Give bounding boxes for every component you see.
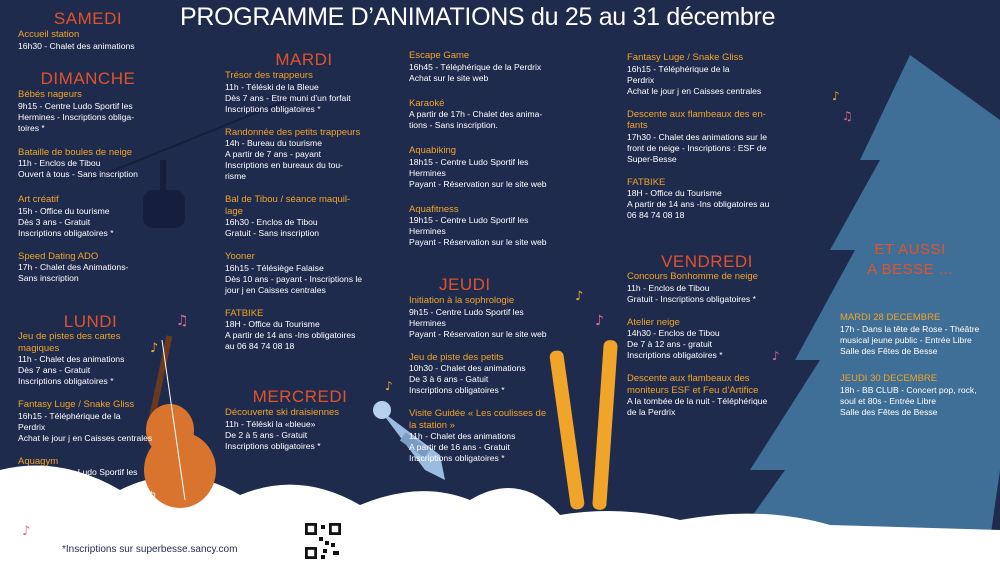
event-title: Escape Game [409, 50, 470, 61]
event-item [627, 52, 787, 97]
event-line: 9h15 - Centre Ludo Sportif les [409, 306, 524, 317]
event-line: Achat le jour j en Caisses centrales [18, 432, 153, 443]
event-line: De 3 à 6 ans - Gatuit [409, 374, 489, 384]
event-line: jour j en Caisses centrales [225, 284, 326, 295]
event-line: De 7 à 12 ans - gratuit [627, 339, 713, 349]
event-line: Dès 7 ans - Etre muni d’un forfait [225, 92, 351, 103]
day-heading: SAMEDI [53, 9, 123, 28]
event-title: Fantasy Luge / Snake Gliss [18, 399, 135, 410]
event-line: 19h15 - Centre Ludo Sportif les [409, 215, 529, 225]
event-line: Salle des Fêtes de Besse [840, 345, 938, 356]
event-line: A partir de 16 ans - Gratuit [409, 442, 510, 452]
event-line: Perdrix [18, 421, 46, 432]
event-title: Art créatif [18, 194, 59, 205]
event-line: 10h30 - Chalet des animations [409, 363, 526, 373]
page-title: PROGRAMME D’ANIMATIONS du 25 au 31 décembre [180, 3, 776, 31]
event-line: 9h15 - Centre Ludo Sportif les [18, 100, 133, 111]
event-title: Aquabiking [409, 145, 457, 156]
day-block-vendredi [627, 252, 787, 426]
event-title: MARDI 28 DECEMBRE [840, 312, 941, 323]
event-line: A partir de 7 ans - payant [225, 149, 322, 159]
event-title: Concours Bonhomme de neige [627, 271, 758, 282]
event-line: Gratuit - Sans inscription [225, 228, 320, 238]
svg-text:♪: ♪ [772, 349, 780, 363]
day-block-jeudi [409, 275, 559, 472]
event-item [18, 29, 158, 52]
event-item [225, 127, 375, 183]
event-item [627, 317, 787, 362]
event-line: 16h15 - Téléphérique de la [18, 410, 121, 421]
event-line: 11h - Téléski la «bleue» [225, 418, 316, 429]
footer-note: *Inscriptions sur superbesse.sancy.com [62, 544, 238, 555]
event-title: FATBIKE [225, 307, 264, 319]
aussi-event [840, 373, 990, 418]
event-title: Aquagym [18, 455, 59, 467]
event-title: Accueil station [18, 29, 80, 40]
event-title: Atelier neige [627, 316, 680, 328]
event-line: 17h30 - Chalet des animations sur le [627, 131, 767, 142]
event-line: de la Perdrix [627, 407, 676, 417]
event-line: 14h30 - Enclos de Tibou [627, 328, 720, 338]
event-item [627, 271, 787, 305]
event-item [225, 308, 375, 353]
svg-text:♪: ♪ [595, 313, 604, 329]
event-line: 16h30 - Chalet des animations [18, 40, 135, 51]
event-item [409, 98, 559, 132]
event-line: 16h15 - Téléphérique de la [627, 63, 730, 74]
day-block-mercredi [225, 387, 375, 460]
event-line: Inscriptions obligatoires * [18, 227, 114, 238]
event-title: Bataille de boules de neige [18, 146, 133, 158]
event-title: Speed Dating ADO [18, 250, 99, 262]
event-line: 11h - Chalet des animations [18, 354, 125, 364]
event-item [18, 251, 158, 285]
event-title: Aquafitness [409, 203, 459, 215]
aussi-event [840, 312, 990, 357]
svg-text:♪: ♪ [575, 289, 584, 304]
event-line: Hermines - Inscriptions obliga- [18, 111, 135, 122]
svg-text:♫: ♫ [176, 313, 189, 329]
event-line: 19h15 - Centre Ludo Sportif les [18, 467, 138, 477]
svg-text:♪: ♪ [22, 524, 31, 539]
aussi-heading [860, 240, 960, 280]
event-title: Descente aux flambeaux des moniteurs ESF et Feu d’Artifice [627, 373, 759, 396]
event-title: Karaoké [409, 97, 445, 109]
event-line: A partir de 14 ans -Ins obligatoires au [627, 199, 770, 209]
svg-text:♫: ♫ [842, 109, 853, 123]
event-title: Découverte ski draisiennes [225, 407, 340, 418]
event-line: Achat le jour j en Caisses centrales [627, 85, 762, 96]
event-line: Hermines [409, 167, 446, 178]
event-item [18, 194, 158, 239]
day-block-samedi [18, 9, 158, 60]
event-line: Hermines [409, 226, 446, 236]
event-line: 18H - Office du Tourisme [627, 188, 722, 198]
event-line: Hermines [18, 478, 55, 488]
event-line: tions - Sans inscription. [409, 120, 498, 130]
event-line: risme [225, 171, 247, 181]
event-item [225, 194, 375, 239]
event-title: Trésor des trappeurs [225, 70, 313, 81]
event-item [18, 147, 158, 181]
event-line: toires * [18, 122, 45, 133]
event-title: Yooner [225, 251, 255, 262]
day-block-mardi [225, 50, 375, 360]
event-line: Inscriptions obligatoires * [627, 350, 723, 360]
event-item [225, 70, 375, 115]
event-line: 11h - Chalet des animations [409, 431, 516, 441]
event-title: Jeu de piste des petits [409, 351, 504, 363]
day-block-mercredi-cont [409, 50, 559, 256]
event-item [627, 177, 787, 222]
event-item [409, 352, 559, 397]
event-line: Ouvert à tous - Sans inscription [18, 169, 138, 179]
day-heading: MERCREDI [252, 387, 348, 406]
event-line: 17h - Dans la tête de Rose - Théâtre [840, 323, 980, 334]
event-line: Dès 10 ans - payant - Inscriptions le [225, 273, 363, 284]
event-line: soul et 80s - Entrée Libre [840, 395, 937, 406]
event-title: Visite Guidée « Les coulisses de la station » [409, 408, 547, 431]
event-line: Inscriptions obligatoires * [225, 440, 321, 451]
day-heading: JEUDI [439, 275, 491, 294]
event-title: Bébés nageurs [18, 89, 82, 100]
event-title: Randonnée des petits trappeurs [225, 126, 361, 138]
day-heading: MARDI [275, 50, 333, 69]
day-block-dimanche [18, 69, 158, 292]
event-item [409, 50, 559, 84]
event-line: musical jeune public - Entrée Libre [840, 334, 972, 345]
event-line: 15h - Office du tourisme [18, 205, 110, 216]
event-line: Inscriptions obligatoires * [409, 453, 505, 463]
aussi-heading-line2: A BESSE ... [867, 261, 953, 278]
event-item [409, 408, 559, 464]
event-line: Inscriptions obligatoires * [225, 103, 321, 114]
event-title: JEUDI 30 DECEMBRE [840, 373, 938, 384]
qr-code-icon[interactable] [303, 521, 343, 561]
event-item [18, 331, 163, 387]
event-line: Super-Besse [627, 153, 677, 164]
day-heading: VENDREDI [661, 252, 753, 271]
event-title: Initiation à la sophrologie [409, 295, 515, 306]
event-line: front de neige - Inscriptions : ESF de [627, 142, 767, 153]
event-line: 18H - Office du Tourisme [225, 319, 320, 329]
event-line: Payant - Réservation sur le site web [409, 178, 547, 189]
event-line: 18h - BB CLUB - Concert pop, rock, [840, 384, 977, 395]
event-item [18, 399, 163, 444]
event-line: Payant - Réservation sur le site web [409, 237, 547, 247]
event-line: Inscriptions en bureaux du tou- [225, 160, 343, 170]
svg-text:♪: ♪ [832, 89, 840, 103]
event-title: FATBIKE [627, 176, 666, 188]
event-item [18, 89, 158, 134]
event-line: Inscriptions obligatoires * [18, 376, 114, 386]
event-item [627, 373, 787, 418]
event-line: Inscriptions obligatoires * [409, 385, 505, 395]
day-heading: DIMANCHE [40, 69, 136, 88]
event-title: Jeu de pistes des cartes magiques [18, 331, 121, 354]
event-line: 17h - Chalet des Animations- [18, 262, 129, 272]
event-line: A la tombée de la nuit - Téléphérique [627, 396, 768, 406]
event-line: Dès 7 ans - Gratuit [18, 365, 91, 375]
event-item [409, 204, 559, 249]
event-item [409, 295, 559, 340]
event-title: Bal de Tibou / séance maquil-lage [225, 194, 351, 217]
day-heading: LUNDI [63, 312, 118, 331]
event-line: A partir de 14 ans -Ins obligatoires [225, 330, 356, 340]
event-line: Achat sur le site web [409, 72, 489, 83]
event-title: Descente aux flambeaux des en-fants [627, 108, 766, 131]
event-line: 06 84 74 08 18 [627, 210, 685, 220]
event-item [409, 145, 559, 190]
aussi-heading-line1: ET AUSSI [874, 241, 946, 258]
svg-text:♪: ♪ [385, 379, 393, 393]
event-line: 11h - Téléski de la Bleue [225, 81, 319, 92]
svg-text:♪: ♪ [150, 341, 159, 356]
event-line: Payant - Réservation sur le site web [18, 489, 156, 499]
event-line: Dès 3 ans - Gratuit [18, 216, 91, 227]
event-line: Sans inscription [18, 273, 79, 283]
event-line: A partir de 17h - Chalet des anima- [409, 109, 543, 119]
event-title: Fantasy Luge / Snake Gliss [627, 52, 744, 63]
event-line: 14h - Bureau du tourisme [225, 138, 322, 148]
event-line: Salle des Fêtes de Besse [840, 406, 938, 417]
day-block-lundi [18, 312, 163, 508]
event-line: Payant - Réservation sur le site web [409, 328, 547, 339]
event-item [225, 407, 375, 452]
event-line: Gratuit - Inscriptions obligatoires * [627, 293, 756, 304]
event-line: De 2 à 5 ans - Gratuit [225, 429, 308, 440]
event-item [225, 251, 375, 296]
event-line: 16h30 - Enclos de Tibou [225, 217, 318, 227]
event-line: 16h45 - Téléphérique de la Perdrix [409, 61, 542, 72]
day-block-jeudi-cont [627, 52, 787, 229]
event-line: 16h15 - Télésiège Falaise [225, 262, 324, 273]
event-line: Hermines [409, 317, 446, 328]
skis-icon [549, 340, 618, 511]
event-line: au 06 84 74 08 18 [225, 341, 295, 351]
event-line: 11h - Enclos de Tibou [627, 282, 710, 293]
event-line: 11h - Enclos de Tibou [18, 158, 101, 168]
event-line: Perdrix [627, 74, 655, 85]
event-item [18, 456, 163, 501]
event-item [627, 109, 787, 165]
event-line: 18h15 - Centre Ludo Sportif les [409, 156, 529, 167]
